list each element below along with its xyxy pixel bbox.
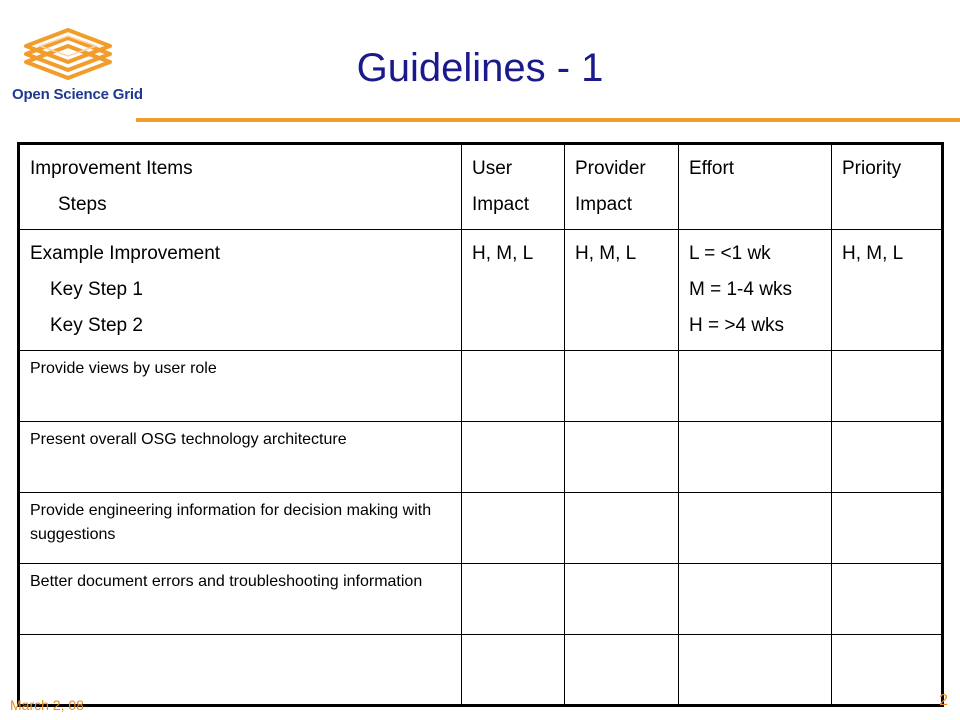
guidelines-table — [17, 142, 944, 707]
header-improvement-items — [19, 144, 462, 230]
logo-text: Open Science Grid — [12, 86, 143, 103]
header-user-impact — [462, 144, 565, 230]
row-priority-cell — [832, 422, 943, 493]
row-user-impact-cell — [462, 564, 565, 635]
effort-high-label: H = >4 wks — [689, 315, 785, 336]
table-row — [19, 422, 943, 493]
row-item-cell — [19, 635, 462, 706]
row-user-impact-cell — [462, 493, 565, 564]
row-priority-cell — [832, 351, 943, 422]
row-item-cell: Present overall OSG technology architecture — [19, 422, 462, 493]
row-provider-impact-cell — [565, 635, 679, 706]
example-step2-label: Key Step 2 — [50, 315, 143, 336]
slide-title: Guidelines - 1 — [356, 46, 604, 90]
row-priority-cell — [832, 564, 943, 635]
row-provider-impact-cell — [565, 351, 679, 422]
table-row — [19, 564, 943, 635]
example-step1-label: Key Step 1 — [50, 279, 143, 300]
header-user-impact-label: Impact — [472, 194, 530, 215]
row-effort-cell — [679, 422, 832, 493]
example-effort — [679, 230, 832, 351]
example-provider-impact: H, M, L — [565, 230, 679, 351]
row-effort-cell — [679, 351, 832, 422]
header-items-label: Improvement Items — [30, 158, 193, 179]
table-row — [19, 351, 943, 422]
title-divider — [136, 118, 960, 122]
header-provider-impact — [565, 144, 679, 230]
row-item-cell: Provide views by user role — [19, 351, 462, 422]
table-header-row — [19, 144, 943, 230]
example-priority: H, M, L — [832, 230, 943, 351]
table-row — [19, 493, 943, 564]
table-row — [19, 635, 943, 706]
header-provider-impact-label: Impact — [575, 194, 633, 215]
row-priority-cell — [832, 635, 943, 706]
row-user-impact-cell — [462, 635, 565, 706]
example-user-impact: H, M, L — [462, 230, 565, 351]
header-user-label: User — [472, 158, 513, 179]
page-number: 2 — [939, 692, 948, 709]
row-effort-cell — [679, 635, 832, 706]
row-item-cell: Provide engineering information for decision making with suggestions — [19, 493, 462, 564]
row-provider-impact-cell — [565, 493, 679, 564]
example-item-label: Example Improvement — [30, 243, 221, 264]
row-provider-impact-cell — [565, 564, 679, 635]
row-item-cell: Better document errors and troubleshooting information — [19, 564, 462, 635]
example-improvement-cell — [19, 230, 462, 351]
row-priority-cell — [832, 493, 943, 564]
row-provider-impact-cell — [565, 422, 679, 493]
footer-date: March 2, 08 — [10, 697, 84, 713]
header-steps-label: Steps — [58, 194, 107, 215]
row-user-impact-cell — [462, 351, 565, 422]
header-provider-label: Provider — [575, 158, 646, 179]
effort-low-label: L = <1 wk — [689, 243, 771, 264]
row-effort-cell — [679, 493, 832, 564]
row-user-impact-cell — [462, 422, 565, 493]
header-priority: Priority — [832, 144, 943, 230]
table-row-example — [19, 230, 943, 351]
effort-medium-label: M = 1-4 wks — [689, 279, 792, 300]
header-effort: Effort — [679, 144, 832, 230]
row-effort-cell — [679, 564, 832, 635]
